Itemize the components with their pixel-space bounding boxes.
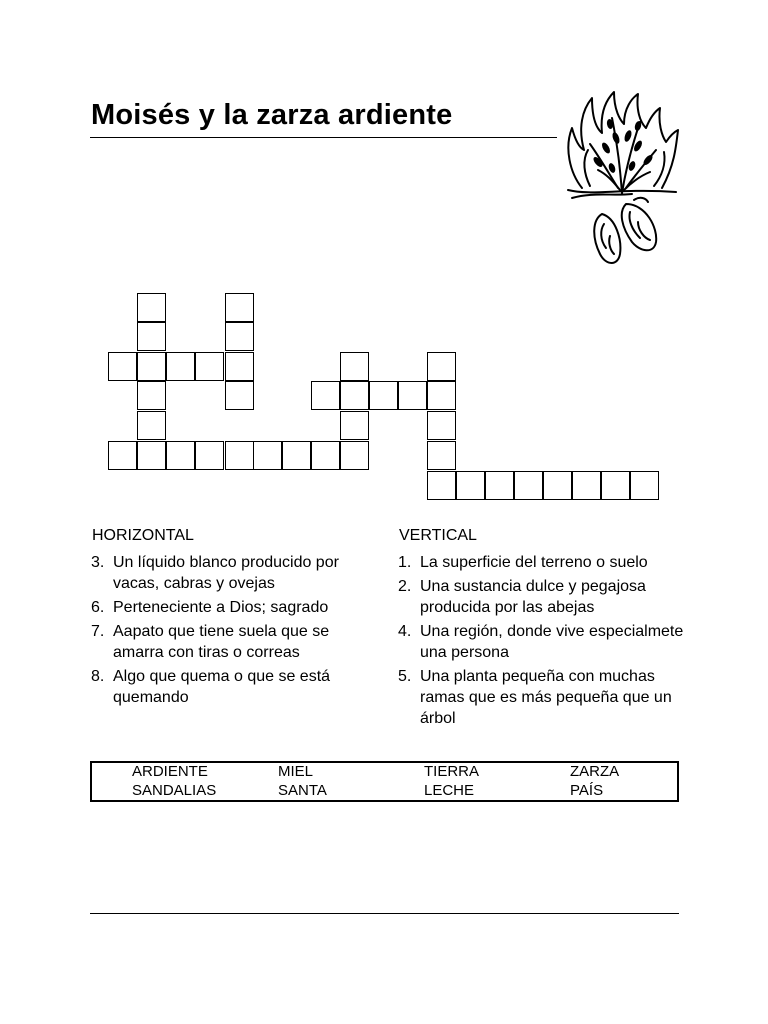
crossword-cell[interactable]	[195, 352, 224, 381]
word-bank-item: LECHE	[424, 782, 475, 799]
clue-text: Aapato que tiene suela que se amarra con tiras o correas	[113, 623, 330, 661]
crossword-cell[interactable]	[427, 411, 456, 440]
crossword-cell[interactable]	[253, 441, 282, 470]
clue-text: La superficie del terreno o suelo	[420, 554, 648, 571]
word-bank-item: SANDALIAS	[132, 782, 217, 799]
crossword-cell[interactable]	[601, 471, 630, 500]
clue-number: 6.	[91, 599, 105, 616]
clue-text: Una sustancia dulce y pegajosa producida por las abejas	[420, 578, 646, 616]
crossword-cell[interactable]	[225, 441, 254, 470]
footer-rule	[90, 913, 679, 914]
clue-number: 4.	[398, 623, 412, 640]
crossword-cell[interactable]	[137, 441, 166, 470]
crossword-cell[interactable]	[195, 441, 224, 470]
crossword-cell[interactable]	[369, 381, 398, 410]
crossword-cell[interactable]	[456, 471, 485, 500]
clue-text: Un líquido blanco producido por vacas, cabras y ovejas	[113, 554, 339, 592]
horizontal-clue	[91, 621, 381, 663]
burning-bush-and-sandals-icon	[562, 88, 682, 274]
crossword-cell[interactable]	[225, 322, 254, 351]
crossword-cell[interactable]	[427, 471, 456, 500]
horizontal-clue	[91, 666, 381, 708]
crossword-cell[interactable]	[340, 352, 369, 381]
word-bank-item: SANTA	[278, 782, 327, 799]
crossword-cell[interactable]	[225, 293, 254, 322]
clue-text: Una región, donde vive especialmete una persona	[420, 623, 684, 661]
crossword-cell[interactable]	[108, 352, 137, 381]
clue-text: Algo que quema o que se está quemando	[113, 668, 331, 706]
crossword-cell[interactable]	[311, 381, 340, 410]
crossword-cell[interactable]	[166, 352, 195, 381]
clue-number: 5.	[398, 668, 412, 685]
crossword-cell[interactable]	[108, 441, 137, 470]
clue-text: Perteneciente a Dios; sagrado	[113, 599, 329, 616]
crossword-cell[interactable]	[137, 352, 166, 381]
clue-number: 2.	[398, 578, 412, 595]
word-bank-item: ZARZA	[570, 763, 620, 780]
crossword-cell[interactable]	[137, 293, 166, 322]
crossword-cell[interactable]	[572, 471, 601, 500]
crossword-cell[interactable]	[427, 352, 456, 381]
horizontal-clue	[91, 552, 381, 594]
crossword-cell[interactable]	[514, 471, 543, 500]
clue-text: Una planta pequeña con muchas ramas que es más pequeña que un árbol	[420, 668, 672, 727]
crossword-cell[interactable]	[630, 471, 659, 500]
word-bank	[90, 761, 679, 802]
crossword-cell[interactable]	[340, 411, 369, 440]
crossword-cell[interactable]	[282, 441, 311, 470]
vertical-clue	[398, 576, 688, 618]
title-underline	[90, 137, 557, 138]
crossword-cell[interactable]	[398, 381, 427, 410]
horizontal-heading: HORIZONTAL	[92, 527, 194, 544]
clue-number: 1.	[398, 554, 412, 571]
clue-number: 7.	[91, 623, 105, 640]
crossword-cell[interactable]	[340, 381, 369, 410]
crossword-cell[interactable]	[311, 441, 340, 470]
horizontal-clue-list	[91, 552, 381, 711]
word-bank-item: TIERRA	[424, 763, 480, 780]
crossword-cell[interactable]	[340, 441, 369, 470]
crossword-cell[interactable]	[543, 471, 572, 500]
vertical-clue	[398, 552, 688, 573]
crossword-cell[interactable]	[137, 322, 166, 351]
crossword-cell[interactable]	[225, 381, 254, 410]
crossword-cell[interactable]	[137, 381, 166, 410]
crossword-cell[interactable]	[137, 411, 166, 440]
vertical-heading: VERTICAL	[399, 527, 477, 544]
vertical-clue	[398, 621, 688, 663]
page-title: Moisés y la zarza ardiente	[91, 99, 453, 131]
horizontal-clue	[91, 597, 381, 618]
vertical-clue	[398, 666, 688, 729]
word-bank-item: PAÍS	[570, 782, 604, 799]
word-bank-item: MIEL	[278, 763, 314, 780]
crossword-cell[interactable]	[166, 441, 195, 470]
crossword-cell[interactable]	[485, 471, 514, 500]
crossword-cell[interactable]	[225, 352, 254, 381]
clue-number: 8.	[91, 668, 105, 685]
word-bank-item: ARDIENTE	[132, 763, 208, 780]
crossword-cell[interactable]	[427, 381, 456, 410]
crossword-cell[interactable]	[427, 441, 456, 470]
vertical-clue-list	[398, 552, 688, 732]
clue-number: 3.	[91, 554, 105, 571]
